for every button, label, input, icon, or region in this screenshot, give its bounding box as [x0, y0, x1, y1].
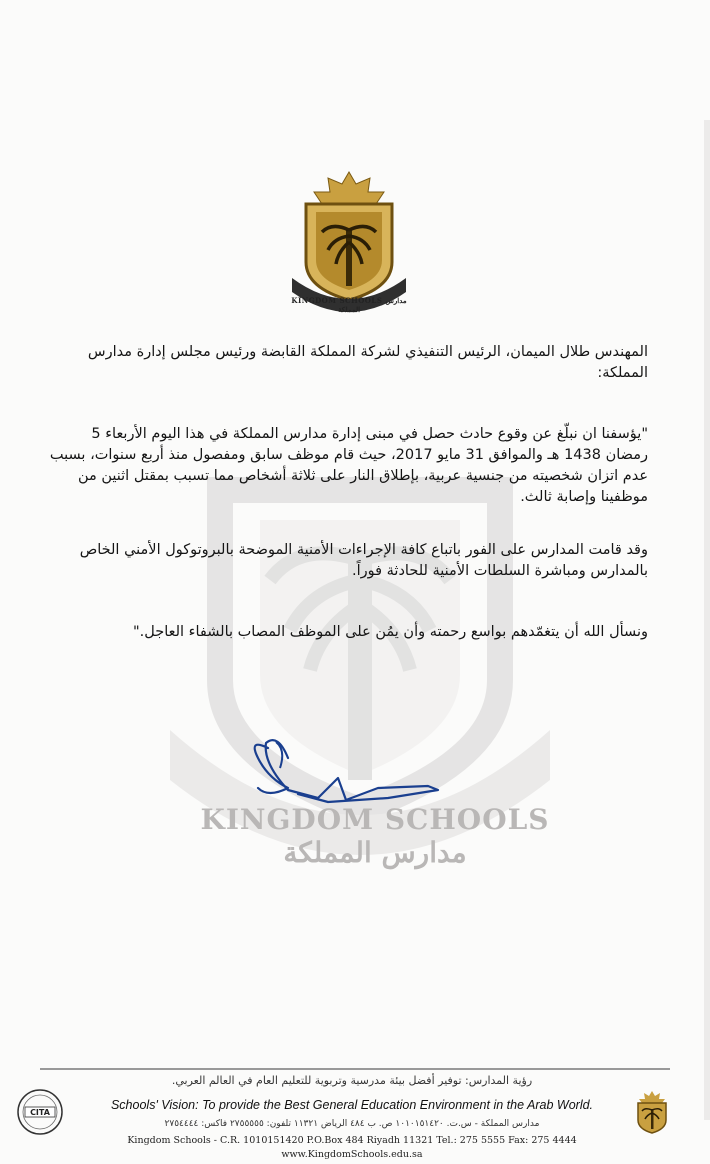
footer-vision-english: Schools' Vision: To provide the Best General Education Environment in the Arab World. [110, 1098, 594, 1112]
footer-divider [40, 1068, 670, 1070]
letter-addressee: المهندس طلال الميمان، الرئيس التنفيذي لشركة المملكة القابضة ورئيس مجلس إدارة مدارس المملكة: [87, 344, 648, 381]
cita-label: CITA [30, 1108, 50, 1117]
letter-paragraph-2: وقد قامت المدارس على الفور باتباع كافة الإجراءات الأمنية الموضحة بالبروتوكول الأمني الخاص بالمدارس ومباشرة السلطات الأمنية للحادثة فوراً. [79, 542, 648, 579]
crest-label: KINGDOM SCHOOLS مدارس المملكة [291, 296, 407, 314]
footer-vision-arabic: رؤية المدارس: توفير أفضل بيئة مدرسية وتربوية للتعليم العام في العالم العربي. [171, 1074, 533, 1087]
letter-paragraph-1: "يؤسفنا ان نبلّغ عن وقوع حادث حصل في مبنى إدارة مدارس المملكة في هذا اليوم الأربعاء 5 رمضان 1438 هـ والموافق 31 مايو 2017، حيث قام موظف سابق ومفصول منذ أربع سنوات، بسبب عدم اتزان شخصيته من جنسية عربية، بإطلاق النار على ثلاثة أشخاص مما تسبب بمقتل اثنين من موظفينا وإصابة ثالث. [49, 426, 648, 505]
footer-contact-arabic: مدارس المملكة - س.ت. ١٠١٠١٥١٤٢٠ ص. ب ٤٨٤ الرياض ١١٣٢١ تلفون: ٢٧٥٥٥٥٥ فاكس: ٢٧٥٤٤٤٤ [164, 1119, 540, 1129]
cita-logo-icon [16, 1088, 64, 1136]
footer-crest-icon [632, 1090, 672, 1138]
footer-website[interactable]: www.KingdomSchools.edu.sa [281, 1149, 423, 1160]
letter-paragraph-3: ونسأل الله أن يتغمّدهم بواسع رحمته وأن يمُن على الموظف المصاب بالشفاء العاجل." [132, 624, 648, 640]
page-edge [704, 120, 710, 1120]
signature-icon [228, 728, 458, 818]
watermark-text: KINGDOM SCHOOLS مدارس المملكة [200, 803, 550, 869]
footer-contact-english: Kingdom Schools - C.R. 1010151420 P.O.Box 484 Riyadh 11321 Tel.: 275 5555 Fax: 275 4444 [127, 1135, 577, 1146]
